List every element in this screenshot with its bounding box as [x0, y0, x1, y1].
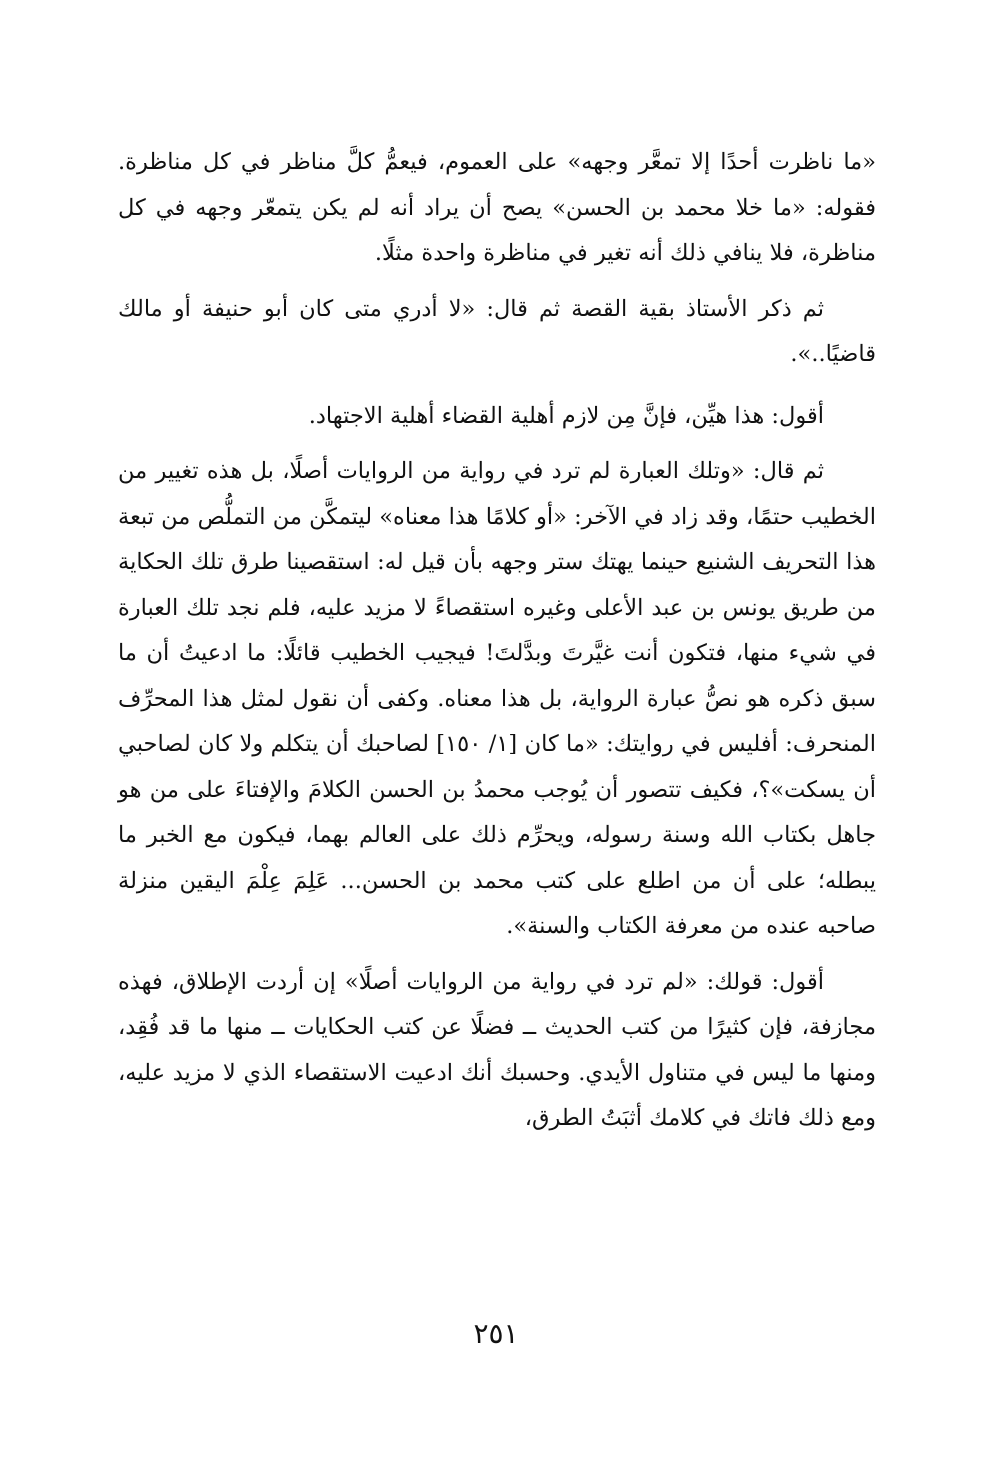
paragraph-reply-riwayat: أقول: قولك: «لم ترد في رواية من الروايات أصلًا» إن أردت الإطلاق، فهذه مجازفة، فإن كثيرًا من كتب الحديث ــ فضلًا عن كتب الحكايات ــ منها ما قد فُقِد، ومنها ما ليس في متناول الأيدي. وحسبك أنك ادعيت الاستقصاء الذي لا مزيد عليه، ومع ذلك فاتك في كلامك أثبَتُ الطرق،	[118, 968, 876, 1131]
page-number: ٢٥١	[473, 1317, 519, 1350]
paragraph-quote-khatib: ثم قال: «وتلك العبارة لم ترد في رواية من الروايات أصلًا، بل هذه تغيير من الخطيب حتمًا، وقد زاد في الآخر: «أو كلامًا هذا معناه» ليتمكَّن من التملُّص من تبعة هذا التحريف الشنيع حينما يهتك ستر وجهه بأن قيل له: استقصينا طرق تلك الحكاية من طريق يونس بن عبد الأعلى وغيره استقصاءً لا مزيد عليه، فلم نجد تلك العبارة في شيء منها، فتكون أنت غيَّرتَ وبدَّلتَ! فيجيب الخطيب قائلًا: ما ادعيتُ أن ما سبق ذكره هو نصُّ عبارة الرواية، بل هذا معناه. وكفى أن نقول لمثل هذا المحرِّف المنحرف: أفليس في روايتك: «ما كان [١/ ١٥٠] لصاحبك أن يتكلم ولا كان لصاحبي أن يسكت»؟، فكيف تتصور أن يُوجب محمدُ بن الحسن الكلامَ والإفتاءَ على من هو جاهل بكتاب الله وسنة رسوله، ويحرِّم ذلك على العالم بهما، فيكون مع الخبر ما يبطله؛ على أن من اطلع على كتب محمد بن الحسن... عَلِمَ عِلْمَ اليقين منزلة صاحبه عنده من معرفة الكتاب والسنة».	[118, 458, 877, 939]
paragraph-quote-abu-hanifa: ثم ذكر الأستاذ بقية القصة ثم قال: «لا أدري متى كان أبو حنيفة أو مالك قاضيًا..».	[118, 295, 876, 367]
paragraph-continued: «ما ناظرت أحدًا إلا تمعَّر وجهه» على العموم، فيعمُّ كلَّ مناظر في كل مناظرة. فقوله: «ما خلا محمد بن الحسن» يصح أن يراد أنه لم يكن يتمعّر وجهه في كل مناظرة، فلا ينافي ذلك أنه تغير في مناظرة واحدة مثلًا.	[118, 149, 876, 266]
paragraph-reply-ijtihad: أقول: هذا هيِّن، فإنَّ مِن لازم أهلية القضاء أهلية الاجتهاد.	[308, 402, 824, 429]
page-body	[118, 140, 876, 1142]
